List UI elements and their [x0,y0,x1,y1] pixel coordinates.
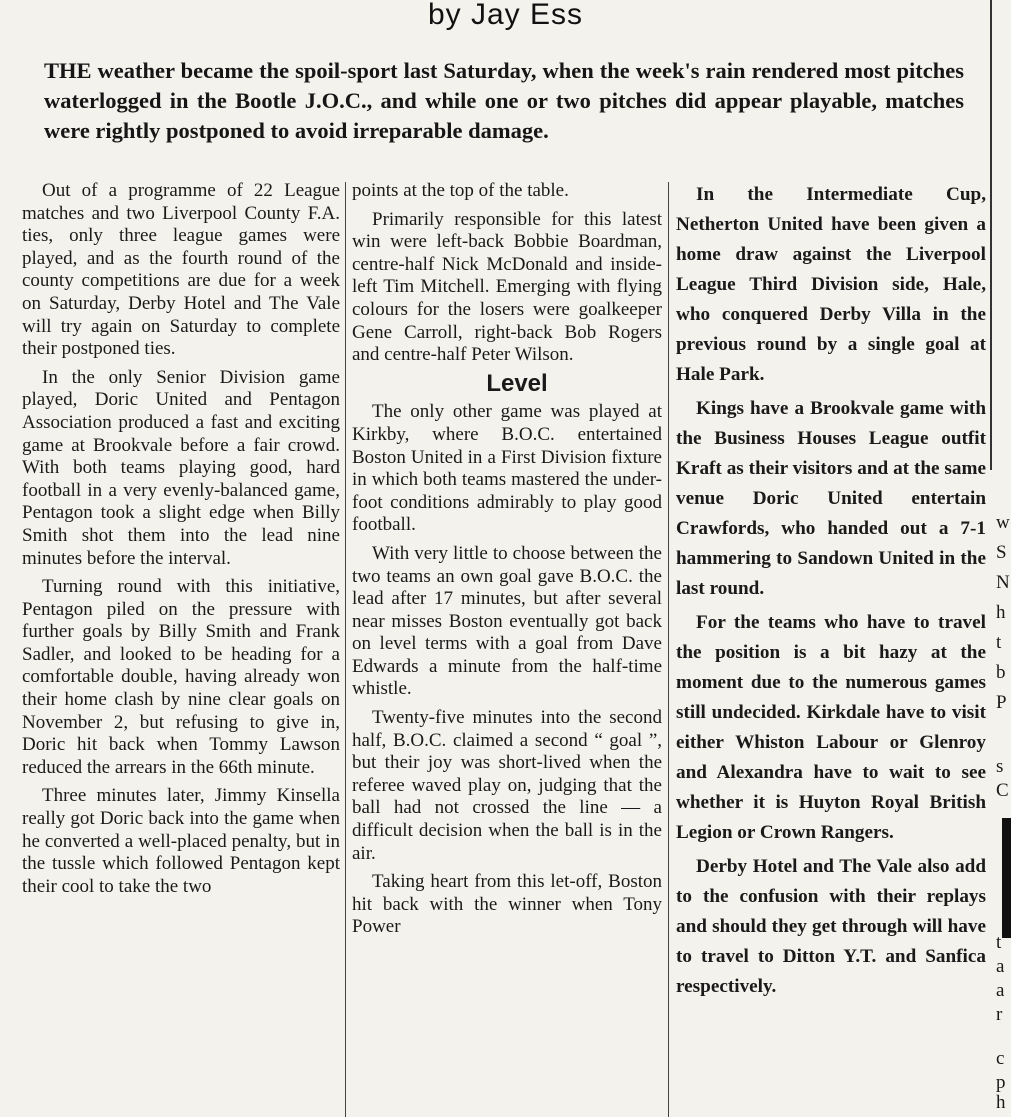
adjacent-column-fragment: h [996,1092,1006,1113]
body-paragraph: Kings have a Brookvale game with the Business Houses League outfit Kraft as their visitors and at the same venue Doric United entertain Crawfords, who handed out a 7-1 hammering to Sandown United in the last round. [676,398,986,599]
adjacent-column-fragment: t [996,932,1002,953]
adjacent-column-fragment: P [996,692,1007,713]
adjacent-column-block [1002,818,1011,938]
body-paragraph: The only other game was played at Kirkby, where B.O.C. entertained Boston United in a First Division fixture in which both teams mastered the under-foot conditions admirably to play good football. [352,401,662,536]
body-paragraph: Out of a programme of 22 League matches and two Liverpool County F.A. ties, only three league games were played, and as the fourth round of the county competitions are due for a week on Saturday, Derby Hotel and The Vale will try again on Saturday to complete their postponed ties. [22,180,340,360]
adjacent-column-fragment: w [996,512,1010,533]
body-paragraph: Twenty-five minutes into the second half, B.O.C. claimed a second “ goal ”, but their joy was short-lived when the referee waved play on, judging that the ball had not crossed the line — a difficult decision when the ball is in the air. [352,707,662,864]
body-paragraph: With very little to choose between the two teams an own goal gave B.O.C. the lead after 17 minutes, but after several near misses Boston eventually got back on level terms with a goal from Dave Edwards a minute from the half-time whistle. [352,542,662,700]
adjacent-column-fragment: a [996,980,1005,1001]
subheading: Level [486,369,548,397]
adjacent-column-fragment: C [996,780,1009,801]
lede-paragraph: THE weather became the spoil-sport last Saturday, when the week's rain rendered most pitches waterlogged in the Bootle J.O.C., and while one or two pitches did appear playable, matches were rightly postponed to avoid irreparable damage. [44,58,964,143]
body-paragraph: Three minutes later, Jimmy Kinsella really got Doric back into the game when he converted a well-placed penalty, but in the tussle which followed Pentagon kept their cool to take the two [22,785,340,897]
article-column-2 [352,180,662,1117]
article-column-1 [22,180,340,1117]
body-paragraph: In the Intermediate Cup, Netherton United have been given a home draw against the Liverpool League Third Division side, Hale, who conquered Derby Villa in the previous round by a single goal at Hale Park. [676,184,986,385]
column-rule [345,182,346,1117]
article-column-3 [676,180,986,1117]
column-rule [668,182,669,1117]
adjacent-column-fragment: h [996,602,1006,623]
byline: by Jay Ess [427,0,584,31]
adjacent-column-fragment: r [996,1004,1003,1025]
adjacent-column-fragment: s [996,756,1004,777]
body-paragraph: Derby Hotel and The Vale also add to the confusion with their replays and should they get through will have to travel to Ditton Y.T. and Sanfica respectively. [676,856,986,997]
adjacent-column-rule [990,0,992,470]
body-paragraph: Primarily responsible for this latest win were left-back Bobbie Boardman, centre-half Nick McDonald and inside-left Tim Mitchell. Emerging with flying colours for the losers were goalkeeper Gene Carroll, right-back Bob Rogers and centre-half Peter Wilson. [352,208,662,366]
body-paragraph: Turning round with this initiative, Pentagon piled on the pressure with further goals by Billy Smith and Frank Sadler, and looked to be heading for a comfortable double, having already won their home clash by nine clear goals on November 2, but refusing to give in, Doric hit back when Tommy Lawson reduced the arrears in the 66th minute. [22,576,340,778]
adjacent-column-fragment: t [996,632,1002,653]
adjacent-column-fragment: N [996,572,1010,593]
adjacent-column-fragment: a [996,956,1005,977]
body-paragraph: For the teams who have to travel the position is a bit hazy at the moment due to the numerous games still undecided. Kirkdale have to visit either Whiston Labour or Glenroy and Alexandra have to wait to see whether it is Huyton Royal British Legion or Crown Rangers. [676,612,986,843]
body-paragraph: In the only Senior Division game played, Doric United and Pentagon Association produced a fast and exciting game at Brookvale before a fair crowd. With both teams playing good, hard football in a very evenly-balanced game, Pentagon took a slight edge when Billy Smith shot them into the lead nine minutes before the interval. [22,366,340,569]
body-paragraph: Taking heart from this let-off, Boston hit back with the winner when Tony Power [352,871,662,938]
adjacent-column-fragment: S [996,542,1007,563]
adjacent-column-fragment: p [996,1072,1006,1093]
body-paragraph: points at the top of the table. [352,180,569,201]
adjacent-column-fragment: c [996,1048,1005,1069]
adjacent-column-fragment: b [996,662,1006,683]
